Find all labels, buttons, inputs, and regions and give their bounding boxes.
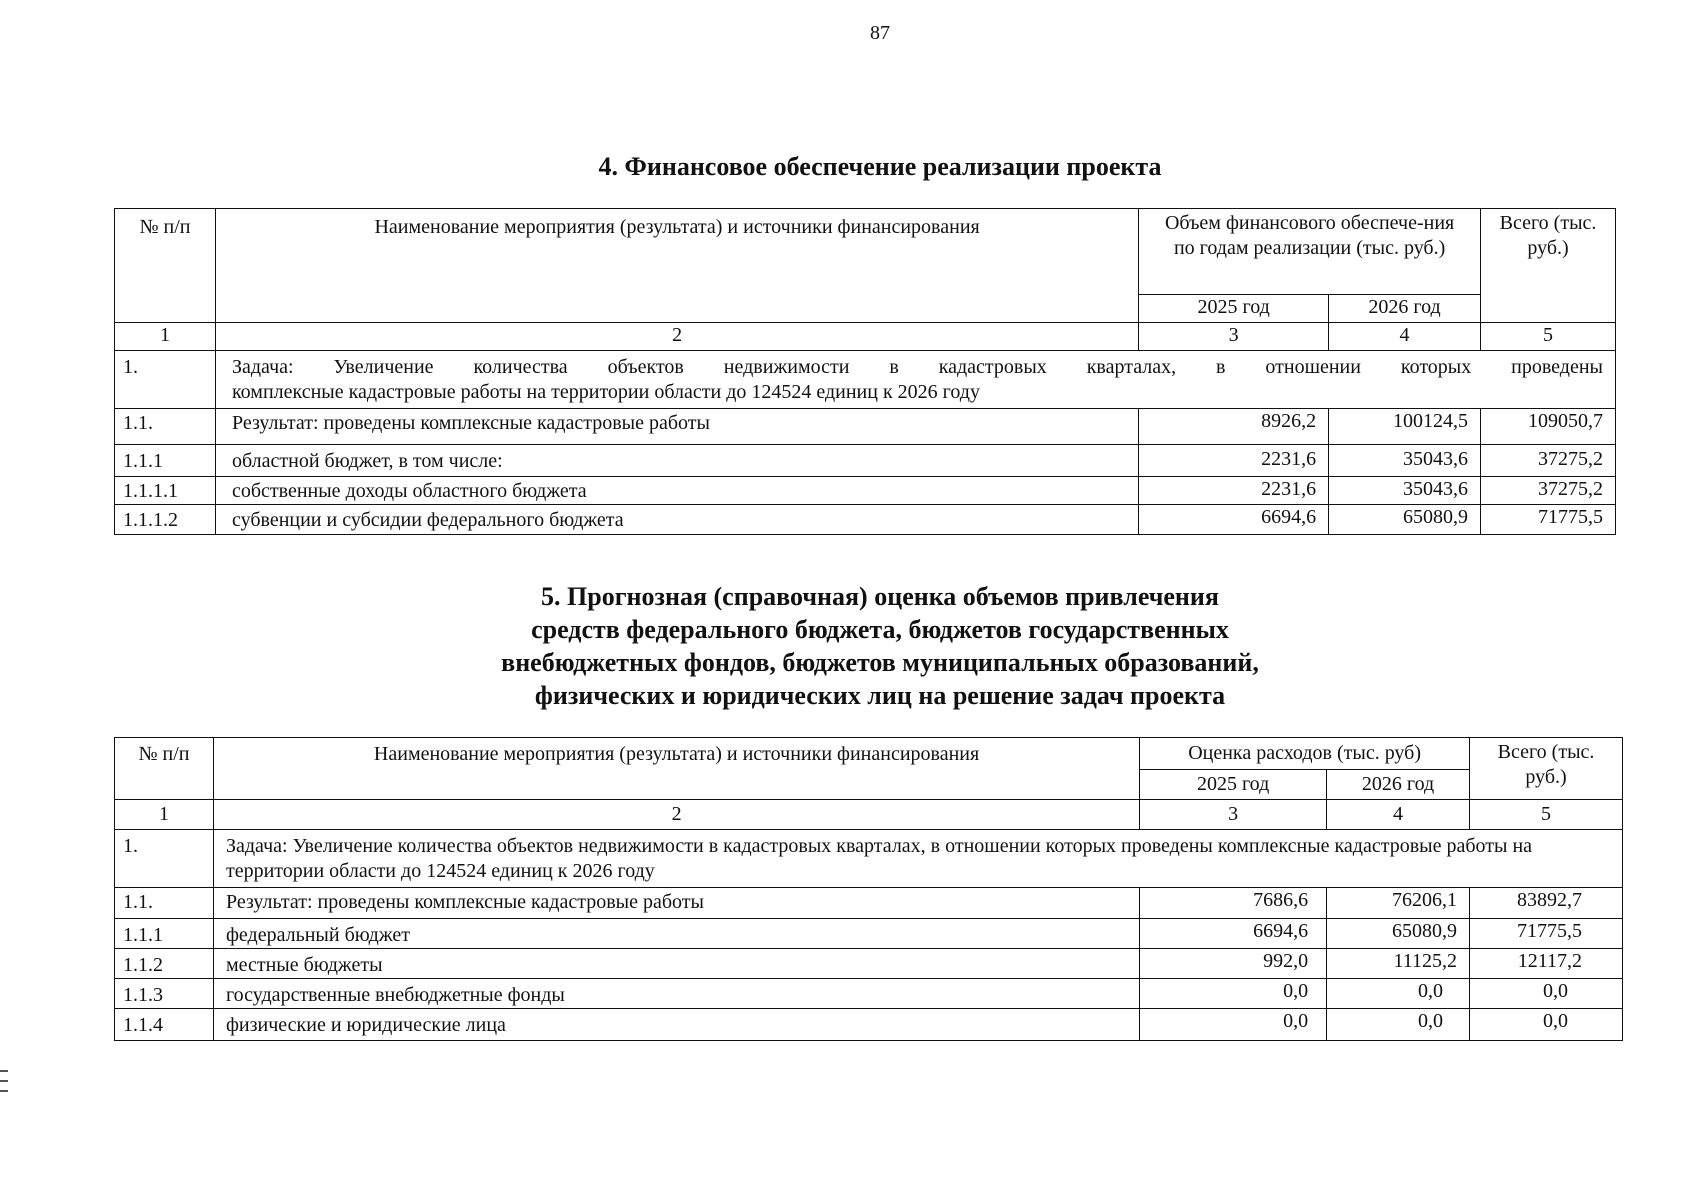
row-name: собственные доходы областного бюджета xyxy=(215,477,1138,505)
task-text-line2: комплексные кадастровые работы на территории области до 124524 единиц к 2026 году xyxy=(231,381,980,403)
row-2026: 65080,9 xyxy=(1327,919,1470,949)
header-estimate: Оценка расходов (тыс. руб) xyxy=(1140,738,1470,770)
row-name: Результат: проведены комплексные кадастровые работы xyxy=(213,888,1139,919)
col-number-5: 5 xyxy=(1481,323,1616,351)
row-2026: 11125,2 xyxy=(1327,949,1470,979)
row-num: 1.1.1.1 xyxy=(115,477,216,505)
row-2025: 8926,2 xyxy=(1139,409,1329,445)
row-name: Результат: проведены комплексные кадастровые работы xyxy=(215,409,1138,445)
col-number-4: 4 xyxy=(1329,323,1481,351)
section-5-title-line1: 5. Прогнозная (справочная) оценка объемов привлечения xyxy=(541,582,1219,611)
binding-mark xyxy=(0,1070,8,1072)
row-total: 37275,2 xyxy=(1481,445,1616,477)
row-2026: 0,0 xyxy=(1327,1009,1470,1041)
row-2026: 100124,5 xyxy=(1329,409,1481,445)
row-num: 1.1. xyxy=(115,409,216,445)
binding-marks xyxy=(0,1070,8,1100)
row-2026: 76206,1 xyxy=(1327,888,1470,919)
row-num: 1.1. xyxy=(115,888,214,919)
task-num: 1. xyxy=(115,351,216,409)
task-text: Задача: Увеличение количества объектов недвижимости в кадастровых кварталах, в отношении которых проведены комплексные кадастровые работы на территории области до 124524 единиц к 2026 году xyxy=(213,830,1622,888)
table-row xyxy=(115,949,1623,979)
section-5-title-line2: средств федерального бюджета, бюджетов государственных xyxy=(531,615,1229,644)
task-text xyxy=(215,351,1615,409)
section-5-title xyxy=(0,580,1697,712)
header-num: № п/п xyxy=(115,209,216,323)
col-number-3: 3 xyxy=(1140,800,1327,830)
header-total: Всего (тыс. руб.) xyxy=(1470,738,1623,800)
header-2026: 2026 год xyxy=(1329,295,1481,323)
row-name: федеральный бюджет xyxy=(213,919,1139,949)
row-2026: 35043,6 xyxy=(1329,445,1481,477)
task-row xyxy=(115,830,1623,888)
section-5-title-line4: физических и юридических лиц на решение задач проекта xyxy=(534,681,1226,710)
row-name: областной бюджет, в том числе: xyxy=(215,445,1138,477)
row-total: 12117,2 xyxy=(1470,949,1623,979)
table-row xyxy=(115,445,1616,477)
row-2025: 992,0 xyxy=(1140,949,1327,979)
row-2026: 35043,6 xyxy=(1329,477,1481,505)
row-total: 71775,5 xyxy=(1470,919,1623,949)
table-row xyxy=(115,919,1623,949)
row-2025: 0,0 xyxy=(1140,1009,1327,1041)
table-row xyxy=(115,979,1623,1009)
task-num: 1. xyxy=(115,830,214,888)
row-total: 109050,7 xyxy=(1481,409,1616,445)
row-total: 71775,5 xyxy=(1481,505,1616,535)
forecast-table xyxy=(114,737,1623,1041)
row-2026: 65080,9 xyxy=(1329,505,1481,535)
col-number-1: 1 xyxy=(115,323,216,351)
header-total: Всего (тыс. руб.) xyxy=(1481,209,1616,323)
header-2025: 2025 год xyxy=(1139,295,1329,323)
row-2025: 0,0 xyxy=(1140,979,1327,1009)
row-num: 1.1.1.2 xyxy=(115,505,216,535)
header-2026: 2026 год xyxy=(1327,770,1470,800)
row-num: 1.1.4 xyxy=(115,1009,214,1041)
row-2025: 2231,6 xyxy=(1139,477,1329,505)
table-row xyxy=(115,505,1616,535)
table-row xyxy=(115,409,1616,445)
col-number-2: 2 xyxy=(213,800,1139,830)
row-2025: 6694,6 xyxy=(1139,505,1329,535)
binding-mark xyxy=(0,1080,8,1082)
row-total: 0,0 xyxy=(1470,1009,1623,1041)
col-number-1: 1 xyxy=(115,800,214,830)
row-total: 83892,7 xyxy=(1470,888,1623,919)
header-num: № п/п xyxy=(115,738,214,800)
col-number-5: 5 xyxy=(1470,800,1623,830)
table-row xyxy=(115,477,1616,505)
row-name: местные бюджеты xyxy=(213,949,1139,979)
task-text-line1: Задача: Увеличение количества объектов недвижимости в кадастровых кварталах, в отношении которых проведены xyxy=(231,356,1603,378)
binding-mark xyxy=(0,1090,8,1092)
row-num: 1.1.1 xyxy=(115,919,214,949)
header-name: Наименование мероприятия (результата) и источники финансирования xyxy=(213,738,1139,800)
col-number-4: 4 xyxy=(1327,800,1470,830)
row-2025: 6694,6 xyxy=(1140,919,1327,949)
col-number-2: 2 xyxy=(215,323,1138,351)
header-2025: 2025 год xyxy=(1140,770,1327,800)
row-2025: 2231,6 xyxy=(1139,445,1329,477)
row-total: 37275,2 xyxy=(1481,477,1616,505)
page-number: 87 xyxy=(870,22,890,44)
row-name: государственные внебюджетные фонды xyxy=(213,979,1139,1009)
table-row xyxy=(115,888,1623,919)
section-5-title-line3: внебюджетных фондов, бюджетов муниципальных образований, xyxy=(501,648,1259,677)
row-name: субвенции и субсидии федерального бюджета xyxy=(215,505,1138,535)
row-name: физические и юридические лица xyxy=(213,1009,1139,1041)
section-4-title: 4. Финансовое обеспечение реализации проекта xyxy=(598,152,1162,181)
table-row xyxy=(115,1009,1623,1041)
row-2025: 7686,6 xyxy=(1140,888,1327,919)
row-total: 0,0 xyxy=(1470,979,1623,1009)
col-number-3: 3 xyxy=(1139,323,1329,351)
row-num: 1.1.3 xyxy=(115,979,214,1009)
header-name: Наименование мероприятия (результата) и источники финансирования xyxy=(215,209,1138,323)
row-2026: 0,0 xyxy=(1327,979,1470,1009)
row-num: 1.1.2 xyxy=(115,949,214,979)
row-num: 1.1.1 xyxy=(115,445,216,477)
task-row xyxy=(115,351,1616,409)
financing-table xyxy=(114,208,1616,535)
header-volume: Объем финансового обеспече-ния по годам реализации (тыс. руб.) xyxy=(1139,209,1481,295)
